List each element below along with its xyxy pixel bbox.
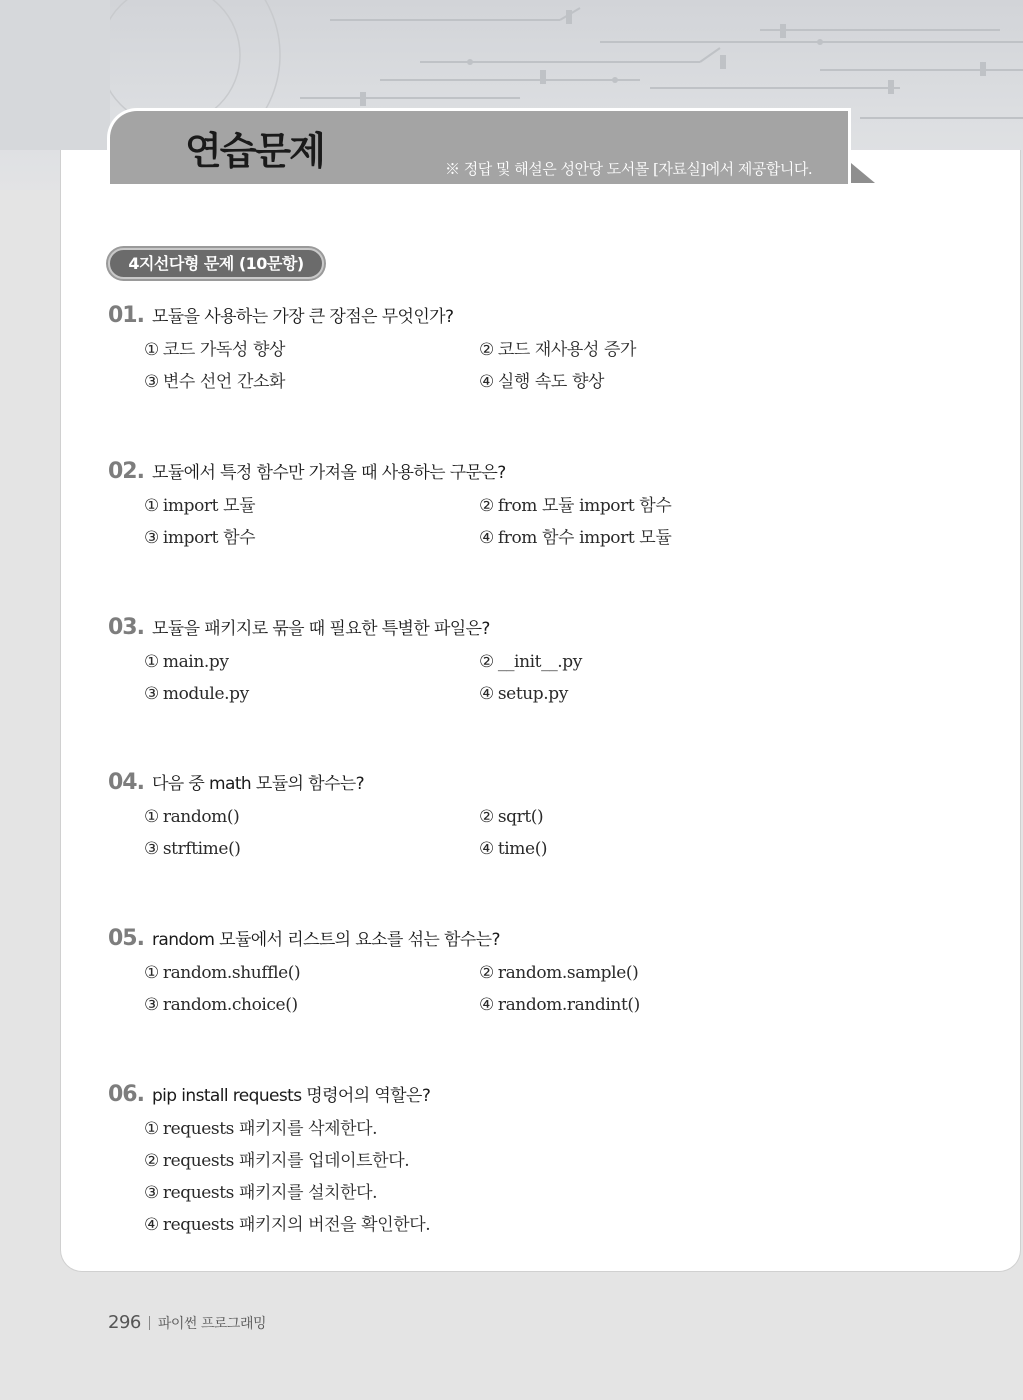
question-04 [108, 768, 968, 859]
question-05 [108, 924, 968, 1015]
option-4: ④ random.randint() [479, 995, 640, 1015]
question-text: 모듈에서 특정 함수만 가져올 때 사용하는 구문은? [151, 463, 506, 483]
page-number: 296 [108, 1312, 141, 1333]
option-3: ③ strftime() [144, 839, 241, 859]
option-2: ② from 모듈 import 함수 [479, 496, 672, 516]
option-1: ① random() [144, 807, 240, 827]
question-number: 03. [108, 615, 144, 640]
section-badge: 4지선다형 문제 (10문항) [108, 248, 324, 279]
option-3: ③ requests 패키지를 설치한다. [144, 1183, 378, 1203]
footer-divider [149, 1316, 150, 1330]
question-01 [108, 301, 968, 392]
option-1: ① requests 패키지를 삭제한다. [144, 1119, 378, 1139]
question-number: 02. [108, 459, 144, 484]
page-title: 연습문제 [185, 129, 324, 173]
question-text: 다음 중 math 모듈의 함수는? [151, 774, 365, 794]
option-3: ③ 변수 선언 간소화 [144, 372, 286, 392]
option-4: ④ time() [479, 839, 548, 859]
book-title: 파이썬 프로그래밍 [157, 1315, 267, 1332]
option-3: ③ random.choice() [144, 995, 298, 1015]
option-4: ④ 실행 속도 향상 [479, 372, 604, 392]
option-4: ④ requests 패키지의 버전을 확인한다. [144, 1215, 431, 1235]
option-3: ③ import 함수 [144, 528, 256, 548]
question-03 [108, 613, 968, 704]
option-2: ② sqrt() [479, 807, 544, 827]
question-text: pip install requests 명령어의 역할은? [151, 1086, 431, 1106]
option-1: ① random.shuffle() [144, 963, 301, 983]
option-1: ① main.py [144, 652, 229, 672]
question-06 [108, 1080, 968, 1235]
question-text: 모듈을 패키지로 묶을 때 필요한 특별한 파일은? [151, 619, 490, 639]
option-2: ② requests 패키지를 업데이트한다. [144, 1151, 410, 1171]
option-4: ④ setup.py [479, 684, 568, 704]
question-number: 06. [108, 1082, 144, 1107]
question-number: 04. [108, 770, 144, 795]
option-1: ① 코드 가독성 향상 [144, 340, 286, 360]
page-footer [108, 1312, 266, 1333]
title-tab-fold [851, 163, 875, 183]
option-1: ① import 모듈 [144, 496, 256, 516]
answer-note: ※ 정답 및 해설은 성안당 도서몰 [자료실]에서 제공합니다. [445, 160, 813, 178]
option-2: ② __init__.py [479, 652, 582, 672]
option-3: ③ module.py [144, 684, 249, 704]
option-4: ④ from 함수 import 모듈 [479, 528, 672, 548]
question-number: 01. [108, 303, 144, 328]
question-text: 모듈을 사용하는 가장 큰 장점은 무엇인가? [151, 307, 454, 327]
question-text: random 모듈에서 리스트의 요소를 섞는 함수는? [151, 930, 500, 950]
question-02 [108, 457, 968, 548]
option-2: ② 코드 재사용성 증가 [479, 340, 637, 360]
question-number: 05. [108, 926, 144, 951]
option-2: ② random.sample() [479, 963, 639, 983]
